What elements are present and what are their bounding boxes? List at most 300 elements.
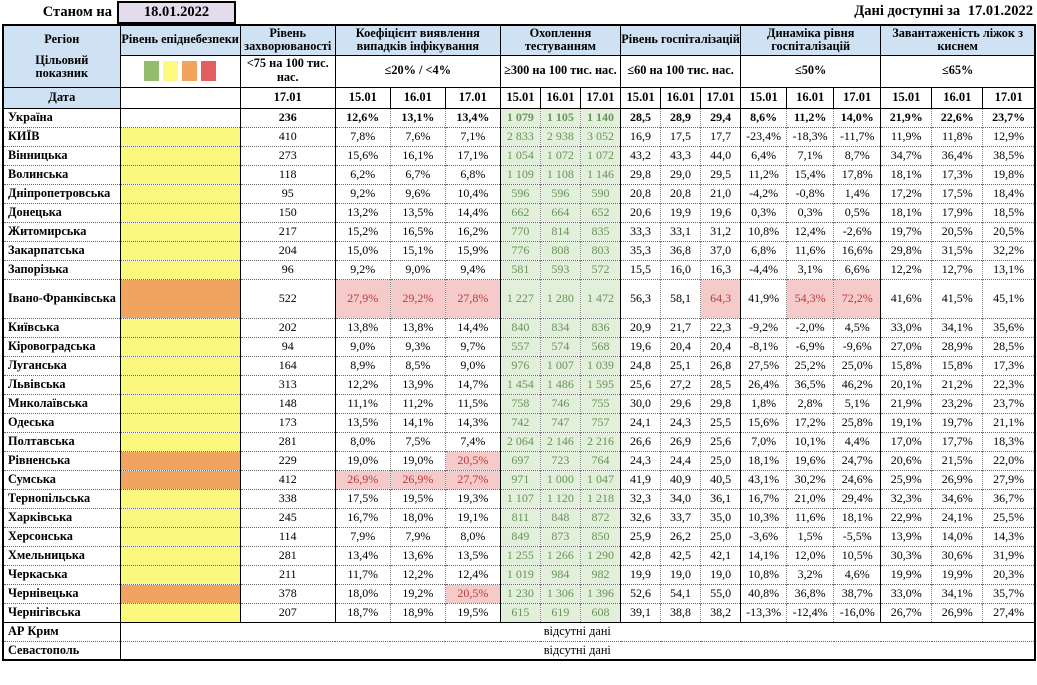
beds-cell: 17,7% — [932, 432, 983, 451]
hosp-cell: 38,8 — [661, 603, 701, 622]
detection-cell: 9,2% — [335, 260, 390, 279]
beds-cell: 20,3% — [983, 565, 1035, 584]
target-header-label: Цільовий показник — [35, 52, 89, 80]
testing-cell: 764 — [580, 451, 620, 470]
testing-cell: 848 — [540, 508, 580, 527]
table-row — [3, 565, 1035, 584]
detection-cell: 20,5% — [445, 451, 500, 470]
beds-cell: 18,3% — [983, 432, 1035, 451]
dynamics-cell: 14,1% — [741, 546, 787, 565]
group-title-incidence: Рівень захворюваності — [240, 25, 335, 55]
detection-cell: 13,1% — [390, 108, 445, 127]
hosp-cell: 19,0 — [661, 565, 701, 584]
dynamics-cell: -12,4% — [787, 603, 834, 622]
dynamics-cell: 1,4% — [834, 184, 881, 203]
dynamics-cell: 17,2% — [787, 413, 834, 432]
detection-cell: 19,5% — [390, 489, 445, 508]
hosp-cell: 29,5 — [701, 165, 741, 184]
detection-cell: 9,0% — [335, 337, 390, 356]
detection-cell: 13,5% — [390, 203, 445, 222]
beds-cell: 22,6% — [932, 108, 983, 127]
detection-cell: 19,0% — [335, 451, 390, 470]
testing-cell: 746 — [540, 394, 580, 413]
detection-cell: 16,5% — [390, 222, 445, 241]
incidence-cell: 211 — [240, 565, 335, 584]
testing-cell: 664 — [540, 203, 580, 222]
incidence-cell: 217 — [240, 222, 335, 241]
detection-cell: 6,7% — [390, 165, 445, 184]
incidence-cell: 164 — [240, 356, 335, 375]
testing-cell: 596 — [540, 184, 580, 203]
hosp-cell: 19,6 — [701, 203, 741, 222]
epid-level-cell — [120, 470, 240, 489]
incidence-cell: 204 — [240, 241, 335, 260]
beds-cell: 21,2% — [932, 375, 983, 394]
hosp-cell: 24,3 — [621, 451, 661, 470]
detection-cell: 18,0% — [335, 584, 390, 603]
testing-cell: 1 140 — [580, 108, 620, 127]
testing-cell: 1 079 — [500, 108, 540, 127]
beds-cell: 29,8% — [881, 241, 932, 260]
testing-cell: 593 — [540, 260, 580, 279]
epid-level-cell — [120, 413, 240, 432]
dynamics-cell: -3,6% — [741, 527, 787, 546]
hosp-cell: 20,8 — [661, 184, 701, 203]
detection-cell: 13,2% — [335, 203, 390, 222]
testing-cell: 1 107 — [500, 489, 540, 508]
testing-cell: 1 108 — [540, 165, 580, 184]
detection-cell: 19,5% — [445, 603, 500, 622]
detection-cell: 17,5% — [335, 489, 390, 508]
dynamics-cell: 16,6% — [834, 241, 881, 260]
detection-cell: 19,3% — [445, 489, 500, 508]
beds-cell: 35,6% — [983, 318, 1035, 337]
beds-cell: 17,2% — [881, 184, 932, 203]
testing-cell: 1 454 — [500, 375, 540, 394]
table-row — [3, 127, 1035, 146]
testing-cell: 836 — [580, 318, 620, 337]
testing-cell: 2 146 — [540, 432, 580, 451]
beds-cell: 12,7% — [932, 260, 983, 279]
testing-cell: 1 227 — [500, 279, 540, 318]
dynamics-cell: 10,5% — [834, 546, 881, 565]
hosp-cell: 36,1 — [701, 489, 741, 508]
region-name: Львівська — [3, 375, 120, 394]
detection-cell: 20,5% — [445, 584, 500, 603]
testing-cell: 3 052 — [580, 127, 620, 146]
beds-cell: 19,9% — [932, 565, 983, 584]
testing-cell: 811 — [500, 508, 540, 527]
testing-cell: 808 — [540, 241, 580, 260]
beds-cell: 31,5% — [932, 241, 983, 260]
dynamics-cell: 15,4% — [787, 165, 834, 184]
region-name: Вінницька — [3, 146, 120, 165]
target-testing: ≥300 на 100 тис. нас. — [500, 55, 620, 87]
table-body — [3, 108, 1035, 660]
detection-cell: 7,1% — [445, 127, 500, 146]
hosp-cell: 64,3 — [701, 279, 741, 318]
detection-cell: 26,9% — [390, 470, 445, 489]
testing-cell: 1 120 — [540, 489, 580, 508]
detection-cell: 27,9% — [335, 279, 390, 318]
hosp-cell: 33,3 — [621, 222, 661, 241]
detection-cell: 9,3% — [390, 337, 445, 356]
beds-cell: 34,7% — [881, 146, 932, 165]
hosp-cell: 25,0 — [701, 451, 741, 470]
beds-cell: 14,0% — [932, 527, 983, 546]
detection-cell: 13,6% — [390, 546, 445, 565]
dynamics-cell: 0,3% — [787, 203, 834, 222]
incidence-cell: 118 — [240, 165, 335, 184]
epid-level-cell — [120, 527, 240, 546]
detection-cell: 6,8% — [445, 165, 500, 184]
hosp-cell: 35,3 — [621, 241, 661, 260]
testing-cell: 568 — [580, 337, 620, 356]
detection-cell: 13,4% — [335, 546, 390, 565]
beds-cell: 45,1% — [983, 279, 1035, 318]
detection-cell: 12,4% — [445, 565, 500, 584]
dynamics-cell: -2,6% — [834, 222, 881, 241]
testing-cell: 1 007 — [540, 356, 580, 375]
beds-cell: 25,9% — [881, 470, 932, 489]
epid-legend — [120, 55, 240, 87]
hosp-cell: 22,3 — [701, 318, 741, 337]
beds-cell: 28,5% — [983, 337, 1035, 356]
testing-cell: 2 938 — [540, 127, 580, 146]
detection-cell: 14,3% — [445, 413, 500, 432]
dynamics-cell: 16,7% — [741, 489, 787, 508]
dynamics-cell: 27,5% — [741, 356, 787, 375]
epid-level-cell — [120, 318, 240, 337]
detection-cell: 9,6% — [390, 184, 445, 203]
region-header — [3, 25, 120, 87]
hosp-cell: 40,5 — [701, 470, 741, 489]
table-row — [3, 489, 1035, 508]
detection-cell: 12,6% — [335, 108, 390, 127]
dynamics-cell: 3,1% — [787, 260, 834, 279]
table-row — [3, 241, 1035, 260]
beds-cell: 19,1% — [881, 413, 932, 432]
detection-cell: 12,2% — [390, 565, 445, 584]
date-cell: 15.01 — [621, 87, 661, 108]
beds-cell: 26,7% — [881, 603, 932, 622]
epid-level-cell — [120, 489, 240, 508]
table-row — [3, 184, 1035, 203]
hosp-cell: 56,3 — [621, 279, 661, 318]
hosp-cell: 19,9 — [661, 203, 701, 222]
detection-cell: 9,0% — [390, 260, 445, 279]
hosp-cell: 32,6 — [621, 508, 661, 527]
hosp-cell: 24,3 — [661, 413, 701, 432]
dynamics-cell: -5,5% — [834, 527, 881, 546]
hosp-cell: 42,5 — [661, 546, 701, 565]
dynamics-cell: 40,8% — [741, 584, 787, 603]
hosp-cell: 32,3 — [621, 489, 661, 508]
data-available-block — [850, 3, 1033, 20]
incidence-cell: 229 — [240, 451, 335, 470]
testing-cell: 849 — [500, 527, 540, 546]
testing-cell: 982 — [580, 565, 620, 584]
dynamics-cell: -18,3% — [787, 127, 834, 146]
table-row — [3, 318, 1035, 337]
detection-cell: 8,9% — [335, 356, 390, 375]
hosp-cell: 24,1 — [621, 413, 661, 432]
beds-cell: 32,2% — [983, 241, 1035, 260]
hosp-cell: 19,0 — [701, 565, 741, 584]
incidence-cell: 96 — [240, 260, 335, 279]
hosp-cell: 43,2 — [621, 146, 661, 165]
testing-cell: 2 064 — [500, 432, 540, 451]
incidence-cell: 95 — [240, 184, 335, 203]
region-name: Закарпатська — [3, 241, 120, 260]
hosp-cell: 34,0 — [661, 489, 701, 508]
beds-cell: 35,7% — [983, 584, 1035, 603]
beds-cell: 19,7% — [881, 222, 932, 241]
dynamics-cell: 36,5% — [787, 375, 834, 394]
region-name: Севастополь — [3, 641, 120, 660]
beds-cell: 34,1% — [932, 584, 983, 603]
beds-cell: 22,3% — [983, 375, 1035, 394]
group-title-detection: Коефіцієнт виявлення випадків інфікування — [335, 25, 500, 55]
date-cell: 17.01 — [580, 87, 620, 108]
dynamics-cell: -4,4% — [741, 260, 787, 279]
hosp-cell: 24,4 — [661, 451, 701, 470]
target-beds: ≤65% — [881, 55, 1035, 87]
dynamics-cell: -13,3% — [741, 603, 787, 622]
hosp-cell: 16,3 — [701, 260, 741, 279]
hosp-cell: 52,6 — [621, 584, 661, 603]
detection-cell: 11,1% — [335, 394, 390, 413]
detection-cell: 16,2% — [445, 222, 500, 241]
beds-cell: 20,6% — [881, 451, 932, 470]
dynamics-cell: 10,8% — [741, 222, 787, 241]
dynamics-cell: 24,6% — [834, 470, 881, 489]
detection-cell: 7,9% — [335, 527, 390, 546]
beds-cell: 28,9% — [932, 337, 983, 356]
hosp-cell: 17,7 — [701, 127, 741, 146]
testing-cell: 1 472 — [580, 279, 620, 318]
detection-cell: 18,9% — [390, 603, 445, 622]
detection-cell: 7,8% — [335, 127, 390, 146]
epid-level-cell — [120, 546, 240, 565]
dynamics-cell: 6,6% — [834, 260, 881, 279]
date-cell: 15.01 — [741, 87, 787, 108]
region-name: Тернопільська — [3, 489, 120, 508]
testing-cell: 1 000 — [540, 470, 580, 489]
target-incidence: <75 на 100 тис. нас. — [240, 55, 335, 87]
beds-cell: 24,1% — [932, 508, 983, 527]
table-row — [3, 375, 1035, 394]
incidence-cell: 412 — [240, 470, 335, 489]
region-name: Херсонська — [3, 527, 120, 546]
beds-cell: 17,5% — [932, 184, 983, 203]
dynamics-cell: 25,2% — [787, 356, 834, 375]
hosp-cell: 43,3 — [661, 146, 701, 165]
dynamics-cell: 8,7% — [834, 146, 881, 165]
dynamics-cell: 41,9% — [741, 279, 787, 318]
region-name: КИЇВ — [3, 127, 120, 146]
detection-cell: 26,9% — [335, 470, 390, 489]
testing-cell: 2 833 — [500, 127, 540, 146]
beds-cell: 41,5% — [932, 279, 983, 318]
epid-level-cell — [120, 279, 240, 318]
legend-swatch-icon — [182, 61, 197, 81]
dynamics-cell: 11,6% — [787, 241, 834, 260]
detection-cell: 19,1% — [445, 508, 500, 527]
testing-cell: 1 595 — [580, 375, 620, 394]
data-available-label: Дані доступні за — [854, 3, 961, 19]
dynamics-cell: 38,7% — [834, 584, 881, 603]
beds-cell: 23,2% — [932, 394, 983, 413]
detection-cell: 9,7% — [445, 337, 500, 356]
detection-cell: 13,4% — [445, 108, 500, 127]
epid-level-cell — [120, 260, 240, 279]
epid-level-cell — [120, 394, 240, 413]
testing-cell: 742 — [500, 413, 540, 432]
hosp-cell: 29,0 — [661, 165, 701, 184]
date-cell: 16.01 — [932, 87, 983, 108]
dynamics-cell: 4,4% — [834, 432, 881, 451]
beds-cell: 30,3% — [881, 546, 932, 565]
hosp-cell: 58,1 — [661, 279, 701, 318]
no-data-cell: відсутні дані — [120, 641, 1035, 660]
hosp-cell: 31,2 — [701, 222, 741, 241]
detection-cell: 7,5% — [390, 432, 445, 451]
region-name: Одеська — [3, 413, 120, 432]
testing-cell: 850 — [580, 527, 620, 546]
table-row — [3, 260, 1035, 279]
detection-cell: 17,1% — [445, 146, 500, 165]
epid-level-cell — [120, 184, 240, 203]
group-title-dynamics: Динаміка рівня госпіталізацій — [741, 25, 881, 55]
beds-cell: 22,0% — [983, 451, 1035, 470]
table-row — [3, 451, 1035, 470]
detection-cell: 16,1% — [390, 146, 445, 165]
incidence-cell: 378 — [240, 584, 335, 603]
epid-level-cell — [120, 432, 240, 451]
detection-cell: 16,7% — [335, 508, 390, 527]
testing-cell: 1 072 — [580, 146, 620, 165]
detection-cell: 18,7% — [335, 603, 390, 622]
detection-cell: 14,1% — [390, 413, 445, 432]
beds-cell: 23,7% — [983, 108, 1035, 127]
table-row — [3, 337, 1035, 356]
hosp-cell: 29,4 — [701, 108, 741, 127]
hosp-cell: 28,5 — [701, 375, 741, 394]
hosp-cell: 25,9 — [621, 527, 661, 546]
date-cell: 15.01 — [500, 87, 540, 108]
dynamics-cell: 4,6% — [834, 565, 881, 584]
date-cell: 17.01 — [445, 87, 500, 108]
detection-cell: 19,0% — [390, 451, 445, 470]
dynamics-cell: -0,8% — [787, 184, 834, 203]
detection-cell: 14,4% — [445, 203, 500, 222]
detection-cell: 15,9% — [445, 241, 500, 260]
testing-cell: 590 — [580, 184, 620, 203]
testing-cell: 1 255 — [500, 546, 540, 565]
beds-cell: 27,4% — [983, 603, 1035, 622]
beds-cell: 20,5% — [983, 222, 1035, 241]
testing-cell: 757 — [580, 413, 620, 432]
table-row — [3, 641, 1035, 660]
testing-cell: 1 072 — [540, 146, 580, 165]
region-name: Донецька — [3, 203, 120, 222]
detection-cell: 7,9% — [390, 527, 445, 546]
testing-cell: 1 230 — [500, 584, 540, 603]
hosp-cell: 20,9 — [621, 318, 661, 337]
incidence-cell: 245 — [240, 508, 335, 527]
beds-cell: 15,8% — [932, 356, 983, 375]
dynamics-cell: -4,2% — [741, 184, 787, 203]
epid-level-cell — [120, 203, 240, 222]
beds-cell: 34,1% — [932, 318, 983, 337]
dynamics-cell: 1,5% — [787, 527, 834, 546]
epid-level-cell — [120, 508, 240, 527]
testing-cell: 574 — [540, 337, 580, 356]
beds-cell: 18,1% — [881, 165, 932, 184]
region-name: Київська — [3, 318, 120, 337]
beds-cell: 33,0% — [881, 584, 932, 603]
hosp-cell: 41,9 — [621, 470, 661, 489]
epid-level-cell — [120, 337, 240, 356]
hosp-cell: 29,8 — [701, 394, 741, 413]
dynamics-cell: 36,8% — [787, 584, 834, 603]
detection-cell: 11,5% — [445, 394, 500, 413]
hosp-cell: 28,5 — [621, 108, 661, 127]
detection-cell: 14,7% — [445, 375, 500, 394]
table-row — [3, 622, 1035, 641]
hosp-cell: 42,1 — [701, 546, 741, 565]
testing-cell: 1 054 — [500, 146, 540, 165]
epid-level-cell — [120, 165, 240, 184]
hosp-cell: 30,0 — [621, 394, 661, 413]
beds-cell: 27,9% — [983, 470, 1035, 489]
dynamics-cell: -8,1% — [741, 337, 787, 356]
beds-cell: 11,9% — [881, 127, 932, 146]
testing-cell: 1 109 — [500, 165, 540, 184]
date-cell: 17.01 — [983, 87, 1035, 108]
epid-level-cell — [120, 222, 240, 241]
covid-stats-table — [2, 24, 1036, 661]
testing-cell: 1 047 — [580, 470, 620, 489]
testing-cell: 1 396 — [580, 584, 620, 603]
dynamics-cell: 15,6% — [741, 413, 787, 432]
beds-cell: 13,1% — [983, 260, 1035, 279]
beds-cell: 21,9% — [881, 394, 932, 413]
epid-level-cell — [120, 603, 240, 622]
testing-cell: 1 306 — [540, 584, 580, 603]
detection-cell: 8,0% — [445, 527, 500, 546]
hosp-cell: 25,1 — [661, 356, 701, 375]
testing-cell: 572 — [580, 260, 620, 279]
target-dynamics: ≤50% — [741, 55, 881, 87]
region-name: Миколаївська — [3, 394, 120, 413]
hosp-cell: 16,9 — [621, 127, 661, 146]
testing-cell: 758 — [500, 394, 540, 413]
incidence-cell: 281 — [240, 432, 335, 451]
incidence-cell: 173 — [240, 413, 335, 432]
hosp-cell: 27,2 — [661, 375, 701, 394]
hosp-cell: 21,0 — [701, 184, 741, 203]
detection-cell: 11,2% — [390, 394, 445, 413]
epid-level-cell — [120, 127, 240, 146]
detection-cell: 13,8% — [335, 318, 390, 337]
epid-level-cell — [120, 356, 240, 375]
hosp-cell: 25,6 — [701, 432, 741, 451]
region-name: Сумська — [3, 470, 120, 489]
incidence-cell: 313 — [240, 375, 335, 394]
dynamics-cell: 11,2% — [787, 108, 834, 127]
